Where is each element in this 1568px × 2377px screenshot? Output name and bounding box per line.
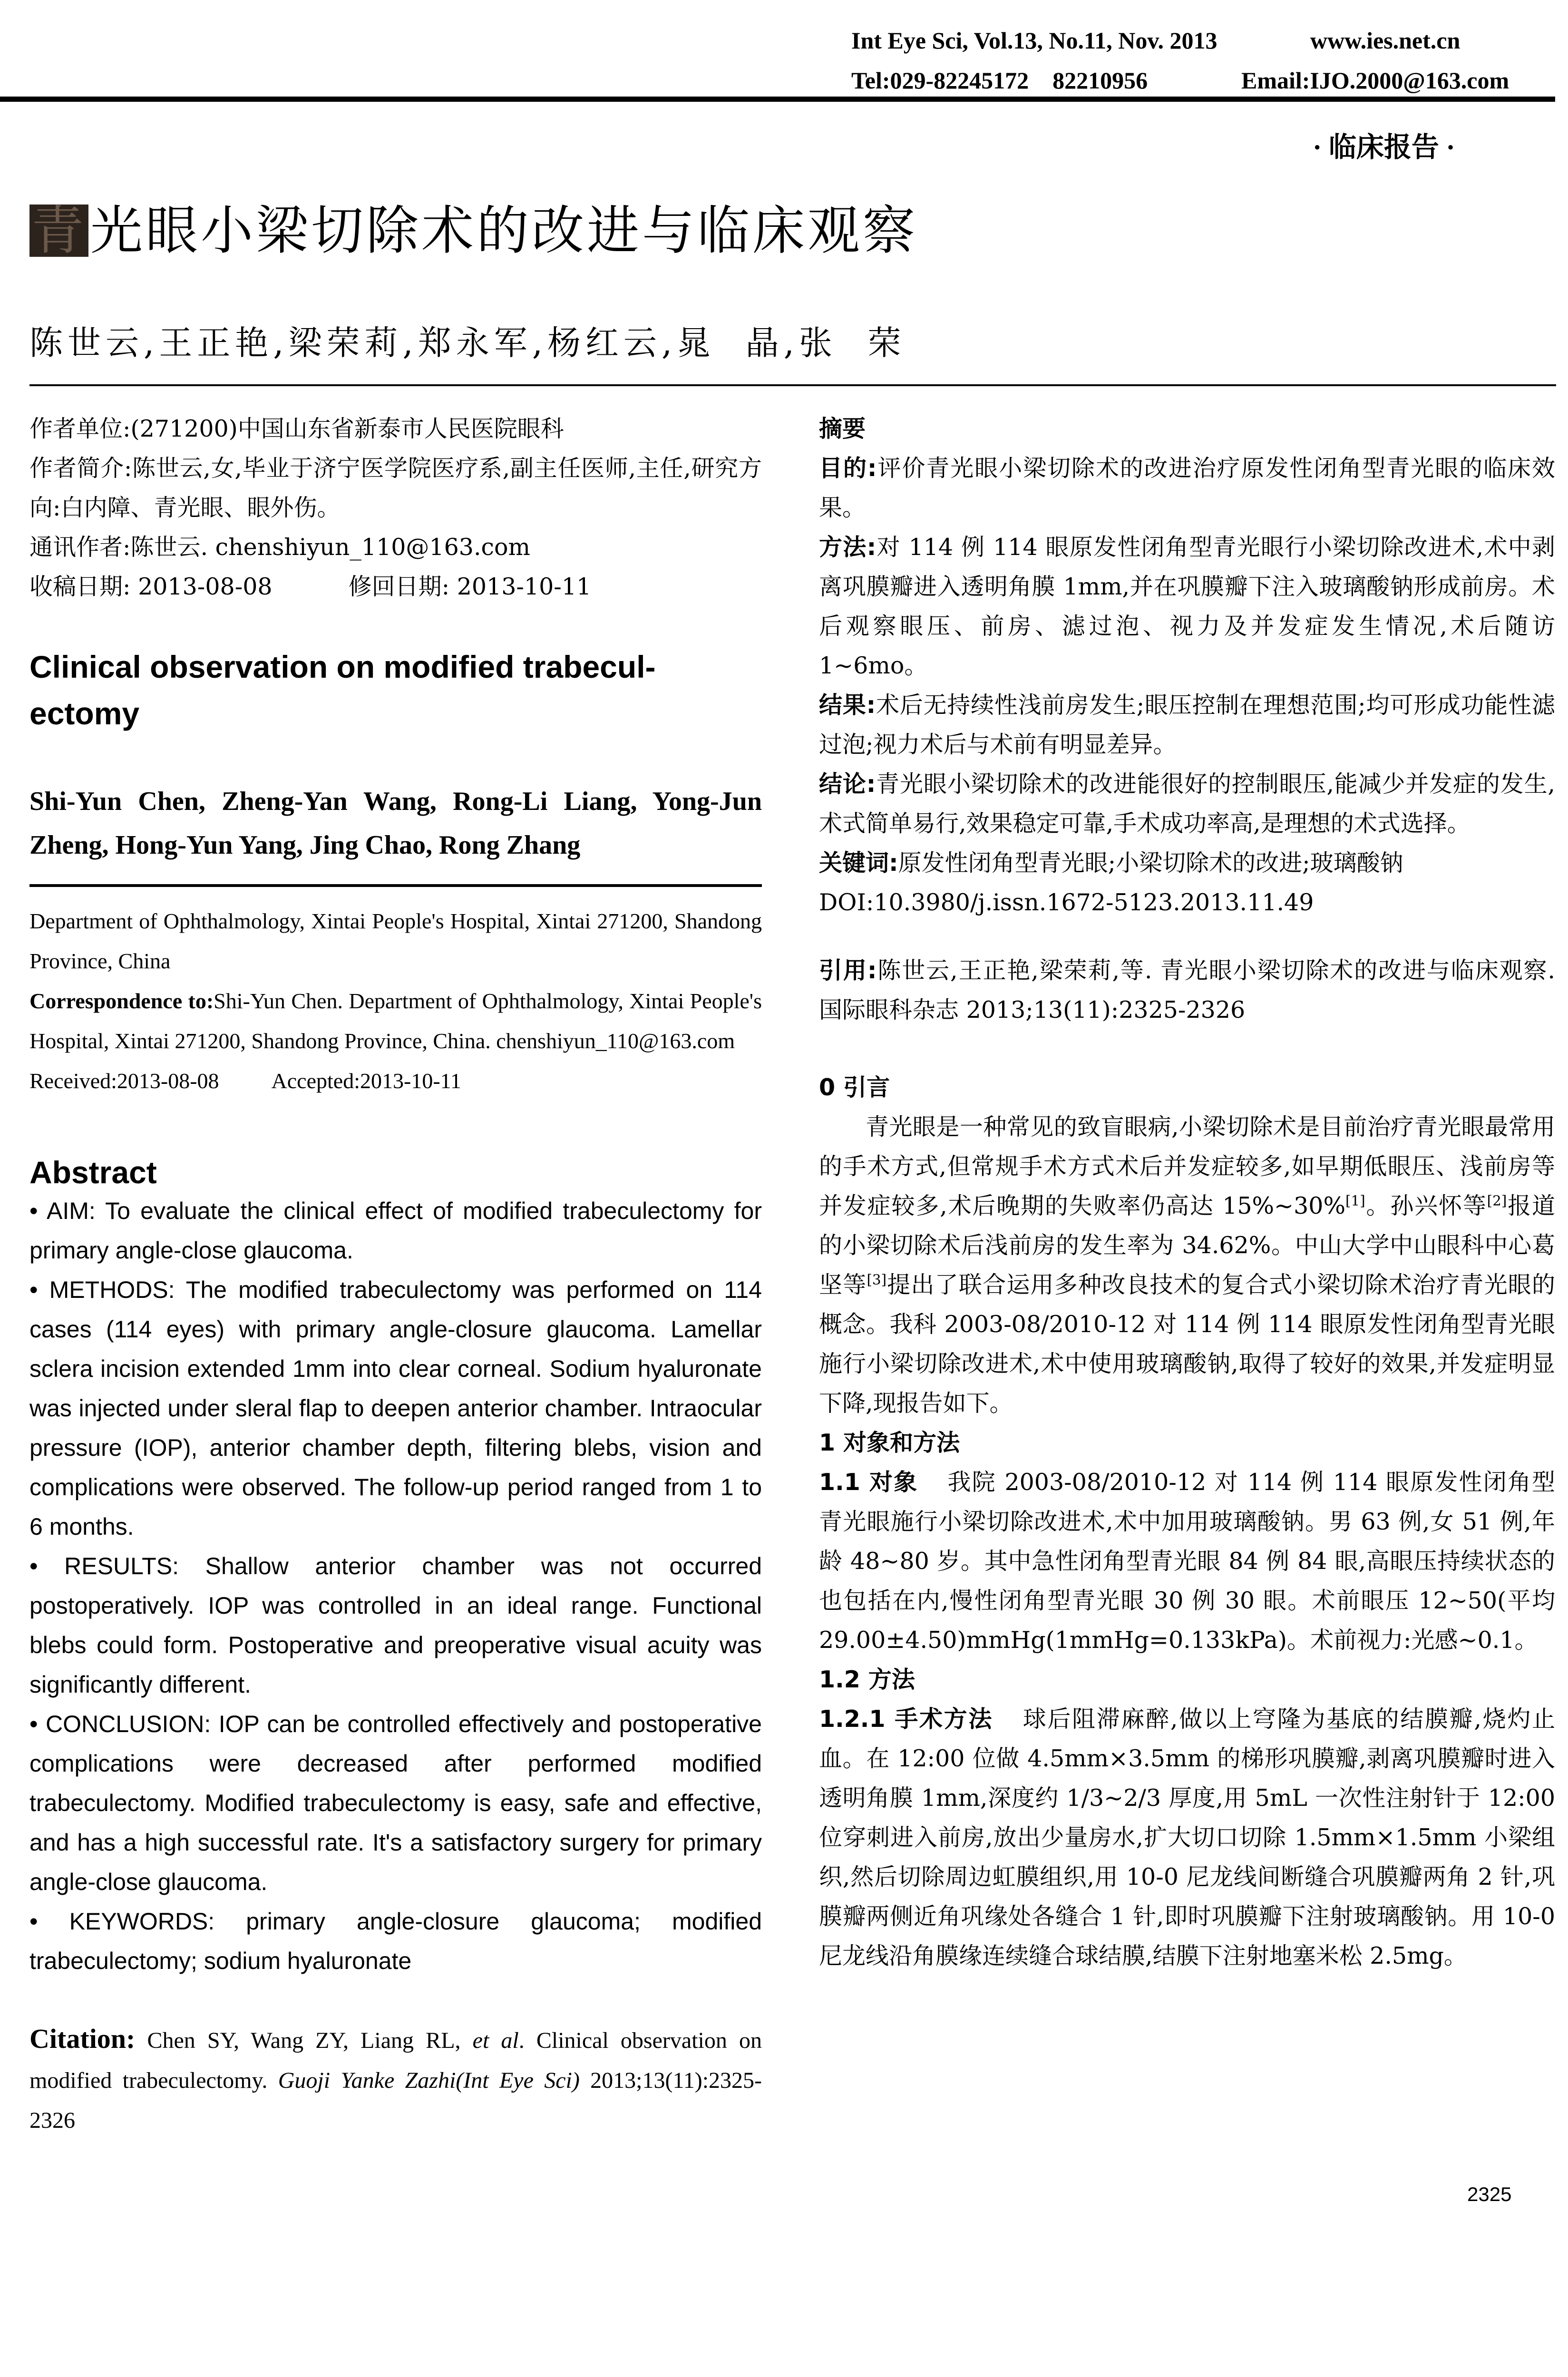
author-bio: 作者简介:陈世云,女,毕业于济宁医学院医疗系,副主任医师,主任,研究方向:白内障、青光眼、眼外伤。 <box>29 455 762 521</box>
subjects-label: 1.1 对象 <box>819 1469 918 1496</box>
abstract-heading-cn: 摘要 <box>819 415 866 442</box>
citation-journal: Guoji Yanke Zazhi(Int Eye Sci) <box>278 2068 580 2093</box>
intro-text-d: 提出了联合运用多种改良技术的复合式小梁切除术治疗青光眼的概念。我科 2003-08/2010-12 对 114 例 114 眼原发性闭角型青光眼施行小梁切除改进术,术中使用玻璃酸钠,取得了较好的效果,并发症明显下降,现报告如下。 <box>819 1271 1555 1417</box>
citation-authors: Chen SY, Wang ZY, Liang RL, <box>135 2028 473 2053</box>
received-date-en: Received:2013-08-08 <box>29 1069 219 1093</box>
citation-en <box>29 2019 762 2141</box>
conclusion-label: 结论: <box>819 770 876 798</box>
surgery-text: 球后阻滞麻醉,做以上穹隆为基底的结膜瓣,烧灼止血。在 12:00 位做 4.5mm×3.5mm 的梯形巩膜瓣,剥离巩膜瓣时进入透明角膜 1mm,深度约 1/3~2/3 厚度,用 5mL 一次性注射针于 12:00 位穿刺进入前房,放出少量房水,扩大切口切除 1.5mm×1.5mm 小梁组织,然后切除周边虹膜组织,用 10-0 尼龙线间断缝合巩膜瓣两角 2 针,巩膜瓣两侧近角巩缘处各缝合 1 针,即时巩膜瓣下注射玻璃酸钠。用 10-0 尼龙线沿角膜缘连续缝合球结膜,结膜下注射地塞米松 2.5mg。 <box>819 1705 1555 1969</box>
intro-paragraph <box>819 1107 1555 1423</box>
journal-email[interactable]: Email:IJO.2000@163.com <box>1241 67 1510 94</box>
citation-cn-label: 引用: <box>819 957 877 984</box>
ref-3[interactable]: [3] <box>867 1271 887 1288</box>
keywords-text: 原发性闭角型青光眼;小梁切除术的改进;玻璃酸钠 <box>898 849 1403 877</box>
citation-volume: 2013;13(11):2325-2326 <box>29 2068 762 2133</box>
citation-etal: et al <box>472 2028 519 2053</box>
title-rest: 光眼小梁切除术的改进与临床观察 <box>90 200 918 261</box>
title-drop-char: 青 <box>29 205 88 257</box>
dates-en <box>29 1061 762 1101</box>
affiliation-rule <box>29 884 762 887</box>
corresponding-author: 通讯作者:陈世云. chenshiyun_110@163.com <box>29 534 530 561</box>
page-number: 2325 <box>1467 2183 1512 2205</box>
affiliation-en: Department of Ophthalmology, Xintai People's Hospital, Xintai 271200, Shandong Province, China <box>29 909 762 973</box>
citation-cn-text: 陈世云,王正艳,梁荣莉,等. 青光眼小梁切除术的改进与临床观察. 国际眼科杂志 2013;13(11):2325-2326 <box>819 957 1555 1023</box>
received-date-cn: 收稿日期: 2013-08-08 <box>29 573 273 600</box>
methods-subheading: 1.2 方法 <box>819 1666 915 1693</box>
results-text: 术后无持续性浅前房发生;眼压控制在理想范围;均可形成功能性滤过泡;视力术后与术前有明显差异。 <box>819 692 1555 758</box>
methods-label: 方法: <box>819 534 877 561</box>
conclusion-text: 青光眼小梁切除术的改进能很好的控制眼压,能减少并发症的发生,术式简单易行,效果稳定可靠,手术成功率高,是理想的术式选择。 <box>819 770 1555 837</box>
accepted-date-en: Accepted:2013-10-11 <box>271 1069 461 1093</box>
header-rule <box>0 97 1555 102</box>
journal-issue-line: Int Eye Sci, Vol.13, No.11, Nov. 2013 <box>851 27 1217 54</box>
abstract-methods-cn <box>819 527 1555 685</box>
keywords-label: 关键词: <box>819 849 898 877</box>
subjects-text: 我院 2003-08/2010-12 对 114 例 114 眼原发性闭角型青光眼施行小梁切除改进术,术中加用玻璃酸钠。男 63 例,女 51 例,年龄 48~80 岁。其中急性闭角型青光眼 84 例 84 眼,高眼压持续状态的也包括在内,慢性闭角型青光眼 30 例 30 眼。术前眼压 12~50(平均 29.00±4.50)mmHg(1mmHg=0.133kPa)。术前视力:光感~0.1。 <box>819 1469 1555 1654</box>
authors-cn: 陈世云,王正艳,梁荣莉,郑永军,杨红云,晁 晶,张 荣 <box>29 323 906 362</box>
surgery-paragraph <box>819 1699 1555 1976</box>
abstract-heading-en: Abstract <box>29 1155 157 1190</box>
journal-website[interactable]: www.ies.net.cn <box>1310 27 1461 54</box>
citation-cn <box>819 951 1555 1030</box>
abstract-results: • RESULTS: Shallow anterior chamber was not occurred postoperatively. IOP was controlled in an ideal range. Functional blebs could form. Postoperative and preoperative visual acuity was significantly different. <box>29 1553 762 1698</box>
intro-text-a: 青光眼是一种常见的致盲眼病,小梁切除术是目前治疗青光眼最常用的手术方式,但常规手术方式术后并发症较多,如早期低眼压、浅前房等并发症较多,术后晚期的失败率仍高达 15%~30% <box>819 1113 1555 1219</box>
ref-1[interactable]: [1] <box>1345 1192 1365 1209</box>
methods-heading: 1 对象和方法 <box>819 1429 960 1456</box>
subjects-paragraph <box>819 1462 1555 1660</box>
spacer <box>819 922 1555 951</box>
author-unit: 作者单位:(271200)中国山东省新泰市人民医院眼科 <box>29 415 564 442</box>
spacer <box>819 1030 1555 1068</box>
aim-text: 评价青光眼小梁切除术的改进治疗原发性闭角型青光眼的临床效果。 <box>819 455 1555 521</box>
title-rule <box>29 384 1556 386</box>
abstract-conclusion: • CONCLUSION: IOP can be controlled effectively and postoperative complications were decreased after performed modified trabeculectomy. Modified trabeculectomy is easy, safe and effective, and has a high successful rate. It's a satisfactory surgery for primary angle-close glaucoma. <box>29 1711 762 1895</box>
affiliation-block <box>29 901 762 1101</box>
section-tag: · 临床报告 · <box>1313 132 1455 163</box>
abstract-keywords: • KEYWORDS: primary angle-closure glaucoma; modified trabeculectomy; sodium hyaluronate <box>29 1908 762 1974</box>
correspondence-label: Correspondence to: <box>29 989 214 1013</box>
abstract-results-cn <box>819 685 1555 764</box>
article-title-cn <box>29 200 918 261</box>
article-title-en: Clinical observation on modified trabecul-ectomy <box>29 649 656 731</box>
doi[interactable]: DOI:10.3980/j.issn.1672-5123.2013.11.49 <box>819 889 1314 916</box>
abstract-keywords-cn <box>819 843 1555 883</box>
abstract-methods: • METHODS: The modified trabeculectomy was performed on 114 cases (114 eyes) with primary angle-closure glaucoma. Lamellar sclera incision extended 1mm into clear corneal. Sodium hyaluronate was injected under sleral flap to deepen anterior chamber. Intraocular pressure (IOP), anterior chamber depth, filtering blebs, vision and complications were observed. The follow-up period ranged from 1 to 6 months. <box>29 1276 762 1540</box>
revised-date-cn: 修回日期: 2013-10-11 <box>348 573 592 600</box>
intro-text-c: 报道的小梁切除术后浅前房的发生率为 34.62%。中山大学中山眼科中心葛坚等 <box>819 1192 1555 1298</box>
aim-label: 目的: <box>819 455 877 482</box>
dates-cn <box>29 567 762 606</box>
journal-tel: Tel:029-82245172 82210956 <box>851 67 1148 94</box>
citation-title: . Clinical observation on modified trabeculectomy. <box>29 2028 762 2093</box>
correspondence-text: Shi-Yun Chen. Department of Ophthalmology, Xintai People's Hospital, Xintai 271200, Shandong Province, China. chenshiyun_110@163.com <box>29 989 762 1053</box>
abstract-aim-cn <box>819 448 1555 527</box>
abstract-conclusion-cn <box>819 764 1555 843</box>
results-label: 结果: <box>819 692 876 719</box>
intro-heading: 0 引言 <box>819 1074 890 1101</box>
abstract-aim: • AIM: To evaluate the clinical effect of modified trabeculectomy for primary angle-close glaucoma. <box>29 1198 762 1264</box>
methods-text: 对 114 例 114 眼原发性闭角型青光眼行小梁切除改进术,术中剥离巩膜瓣进入透明角膜 1mm,并在巩膜瓣下注入玻璃酸钠形成前房。术后观察眼压、前房、滤过泡、视力及并发症发生情况,术后随访 1~6mo。 <box>819 534 1555 679</box>
correspondence-en <box>29 981 762 1061</box>
right-column <box>819 409 1555 1976</box>
surgery-label: 1.2.1 手术方法 <box>819 1705 993 1733</box>
abstract-body-en <box>29 1191 762 1981</box>
citation-label: Citation: <box>29 2023 136 2054</box>
intro-text-b: 。孙兴怀等 <box>1365 1192 1487 1219</box>
authors-en: Shi-Yun Chen, Zheng-Yan Wang, Rong-Li Liang, Yong-Jun Zheng, Hong-Yun Yang, Jing Chao, Rong Zhang <box>29 787 762 860</box>
left-column <box>29 409 762 2141</box>
ref-2[interactable]: [2] <box>1487 1192 1507 1209</box>
